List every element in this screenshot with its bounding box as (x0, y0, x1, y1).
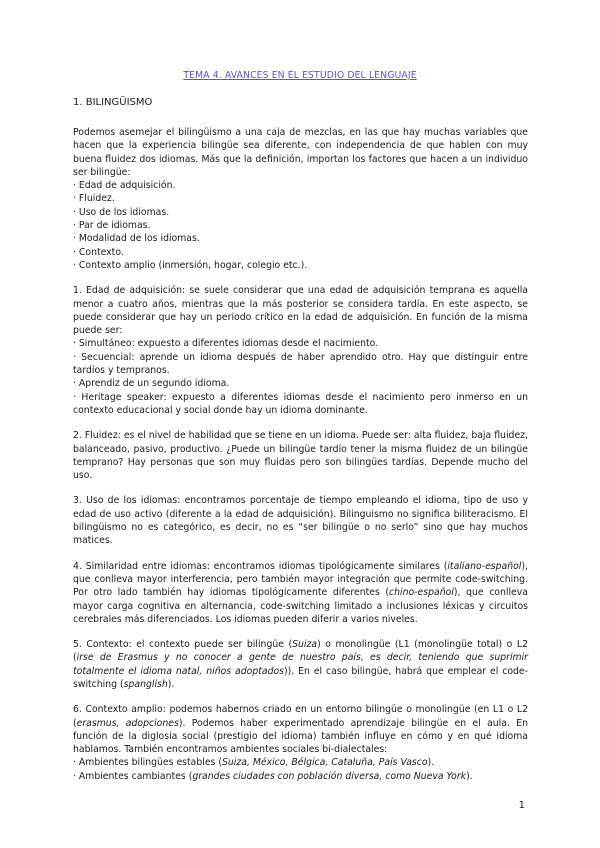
text-run: 4. Similaridad entre idiomas: encontramos idiomas tipológicamente similares ( (73, 560, 448, 572)
document-body (73, 126, 528, 783)
section-heading: 1. BILINGÜISMO (73, 97, 153, 108)
list-item: · Edad de adquisición. (73, 180, 176, 192)
text-run: ), que conlleva mayor interferencia, pero también mayor integración que permite code-switching. Por otro lado también hay idiomas tipológicamente diferentes ( (73, 560, 528, 599)
text-run-italic: Suiza, México, Bélgica, Cataluña, País Vasco (221, 757, 428, 769)
text-run: ). (466, 770, 473, 782)
text-run: ). (167, 678, 175, 690)
list-item: · Uso de los idiomas. (73, 206, 170, 218)
paragraph-uso: 3. Uso de los idiomas: encontramos porcentaje de tiempo empleando el idioma, tipo de uso y edad de uso activo (diferente a la edad de adquisición). Bilinguismo no significa biliteracismo. El bilingüismo no es categórico, es decir, no es “ser bilingüe o no serlo” sino que hay muchos matices. (73, 495, 528, 547)
edad-list (73, 337, 528, 417)
text-run: 5. Contexto: el contexto puede ser bilingüe ( (73, 639, 293, 651)
list-item: · Contexto amplio (inmersión, hogar, colegio etc.). (73, 259, 308, 271)
factor-list (73, 179, 528, 272)
text-run: ). (427, 757, 435, 769)
list-item: · Simultáneo: expuesto a diferentes idiomas desde el nacimiento. (73, 338, 379, 350)
list-item (73, 756, 528, 769)
page-number: 1 (518, 800, 525, 811)
paragraph-fluidez: 2. Fluidez: es el nivel de habilidad que se tiene en un idioma. Puede ser: alta fluidez, baja fluidez, balanceado, pasivo, productivo. ¿Puede un bilingüe tardío tener la misma fluidez de un bilingüe temprano? Hay personas que son muy fluidas pero son bilingües tardías. Depende mucho del uso. (73, 430, 528, 482)
intro-paragraph: Podemos asemejar el bilingüismo a una caja de mezclas, en las que hay muchas variables que hacen que la experiencia bilingüe sea diferente, con independencia de que hablen con muy buena fluidez dos idiomas. Más que la definición, importan los factores que hacen a un individuo ser bilingüe: (73, 127, 528, 178)
paragraph-contexto-amplio (73, 703, 528, 756)
text-run-italic: irse de Erasmus y no conocer a gente de nuestro país, es decir, teniendo que suprimir totalmente el idioma natal, niños adoptados (73, 652, 528, 677)
text-run: · Ambientes bilingües estables ( (73, 757, 222, 769)
list-item: · Fluidez. (73, 193, 115, 205)
text-run: ). Podemos haber experimentado aprendizaje bilingüe en el aula. En función de la diglosia social (prestigio del idioma) también influye en cómo y en qué idioma hablamos. También encontramos ambientes sociales bi-dialectales: (73, 717, 528, 756)
text-run: ), que conlleva mayor carga cognitiva en alternancia, code-switching limitado a inclusiones léxicas y circuitos cerebrales más diferenciados. Los idiomas pueden diferir a varios niveles. (73, 587, 528, 625)
text-run: · Ambientes cambiantes ( (73, 770, 193, 782)
text-run: )). En el caso bilingüe, habrá que emplear el code-switching ( (73, 665, 529, 690)
paragraph-edad: 1. Edad de adquisición: se suele considerar que una edad de adquisición temprana es aquella menor a cuatro años, mientras que la más posterior se considera tardía. En este aspecto, se puede considerar que hay un periodo crítico en la edad de adquisición. En función de la misma puede ser: (73, 285, 528, 337)
text-run-italic: spanglish (123, 678, 168, 690)
list-item: · Heritage speaker: expuesto a diferentes idiomas desde el nacimiento pero inmerso en un contexto educacional y social donde hay un idioma dominante. (73, 391, 528, 416)
text-run-italic: grandes ciudades con población diversa, como Nueva York (192, 770, 467, 782)
list-item (73, 770, 528, 783)
list-item: · Modalidad de los idiomas. (73, 233, 200, 245)
list-item: · Aprendiz de un segundo idioma. (73, 378, 230, 390)
ambientes-list (73, 756, 528, 783)
text-run-italic: italiano-español (447, 560, 522, 572)
list-item: · Par de idiomas. (73, 220, 151, 232)
text-run: 6. Contexto amplio: podemos habernos criado en un entorno bilingüe o monolingüe (en L1 o L2 ( (73, 704, 528, 729)
paragraph-contexto (73, 638, 528, 691)
text-run-italic: erasmus, adopciones (76, 717, 179, 729)
text-run: ) o monolingüe (L1 (monolingüe total) o L2 ( (73, 639, 528, 664)
text-run-italic: Suiza (292, 639, 318, 651)
text-run-italic: chino-español (389, 587, 454, 599)
list-item: · Secuencial: aprende un idioma después de haber aprendido otro. Hay que distinguir entre tardíos y tempranos. (73, 351, 528, 377)
paragraph-similaridad (73, 560, 528, 626)
list-item: · Contexto. (73, 246, 124, 258)
page-title: TEMA 4. AVANCES EN EL ESTUDIO DEL LENGUAJE (183, 70, 417, 81)
